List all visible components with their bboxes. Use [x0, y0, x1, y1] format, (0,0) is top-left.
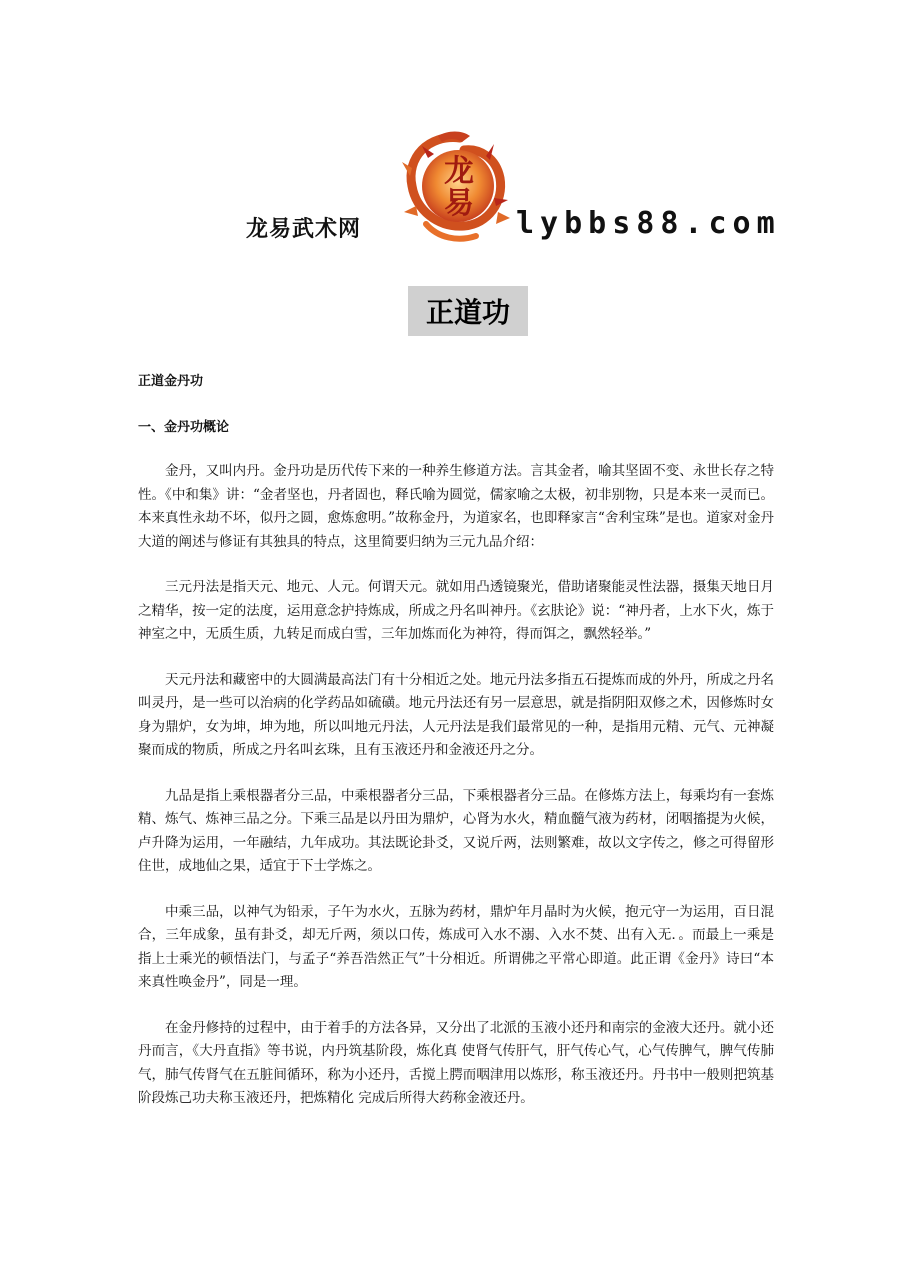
paragraph: 中乘三品，以神气为铅汞，子午为水火，五脉为药材，鼎炉年月晶时为火候，抱元守一为运用，百日混合，三年成象，虽有卦爻，却无斤两，须以口传，炼成可入水不溺、入水不焚、出有入无．。而最上一乘是指上士乘光的顿悟法门，与孟子“养吾浩然正气”十分相近。所谓佛之平常心即道。此正谓《金丹》诗曰“本来真性唤金丹”，同是一理。 — [138, 903, 774, 990]
chapter-title: 一、金丹功概论 — [138, 420, 230, 435]
logo-text: 龙易 — [444, 154, 474, 221]
document-title: 正道功 — [408, 286, 528, 336]
site-name: 龙易武术网 — [246, 217, 362, 242]
paragraph: 金丹，又叫内丹。金丹功是历代传下来的一种养生修道方法。言其金者，喻其坚固不变、永世长存之特性。《中和集》讲：“金者坚也，丹者固也，释氏喻为圆觉，儒家喻之太极，初非别物，只是本来一灵而已。本来真性永劫不坏，似丹之圆，愈炼愈明。”故称金丹，为道家名，也即释家言“舍利宝珠”是也。道家对金丹大道的阐述与修证有其独具的特点，这里简要归纳为三元九品介绍： — [138, 463, 774, 550]
site-header — [0, 120, 910, 260]
paragraph: 九品是指上乘根器者分三品，中乘根器者分三品，下乘根器者分三品。在修炼方法上，每乘均有一套炼精、炼气、炼神三品之分。下乘三品是以丹田为鼎炉，心肾为水火，精血髓气液为药材，闭咽搐提为火候，卢升降为运用，一年融结，九年成功。其法既论卦爻，又说斤两，法则繁难，故以文字传之，修之可得留形住世，成地仙之果，适宜于下士学炼之。 — [138, 787, 774, 874]
paragraph: 三元丹法是指天元、地元、人元。何谓天元。就如用凸透镜聚光，借助诸聚能灵性法器，摄集天地日月之精华，按一定的法度，运用意念护持炼成，所成之丹名叫神丹。《玄肤论》说：“神丹者，上水下火，炼于神室之中，无质生质，九转足而成白雪，三年加炼而化为神符，得而饵之，飘然轻举。” — [138, 579, 774, 642]
document-body — [138, 372, 774, 1133]
dragon-logo — [398, 128, 514, 246]
site-url: lybbs88.com — [516, 206, 781, 241]
section-title: 正道金丹功 — [138, 374, 204, 389]
paragraph: 在金丹修持的过程中，由于着手的方法各异，又分出了北派的玉液小还丹和南宗的金液大还丹。就小还丹而言，《大丹直指》等书说，内丹筑基阶段，炼化真 使肾气传肝气，肝气传心气，心气传脾气，脾气传肺气，肺气传肾气在五脏间循环，称为小还丹，舌搅上腭而咽津用以炼形，称玉液还丹。丹书中一般则把筑基阶段炼己功夫称玉液还丹，把炼精化 完成后所得大药称金液还丹。 — [138, 1019, 774, 1106]
paragraph: 天元丹法和藏密中的大圆满最高法门有十分相近之处。地元丹法多指五石提炼而成的外丹，所成之丹名叫灵丹，是一些可以治病的化学药品如硫磺。地元丹法还有另一层意思，就是指阴阳双修之术，因修炼时女身为鼎炉，女为坤，坤为地，所以叫地元丹法，人元丹法是我们最常见的一种，是指用元精、元气、元神凝聚而成的物质，所成之丹名叫玄珠，且有玉液还丹和金液还丹之分。 — [138, 671, 774, 758]
